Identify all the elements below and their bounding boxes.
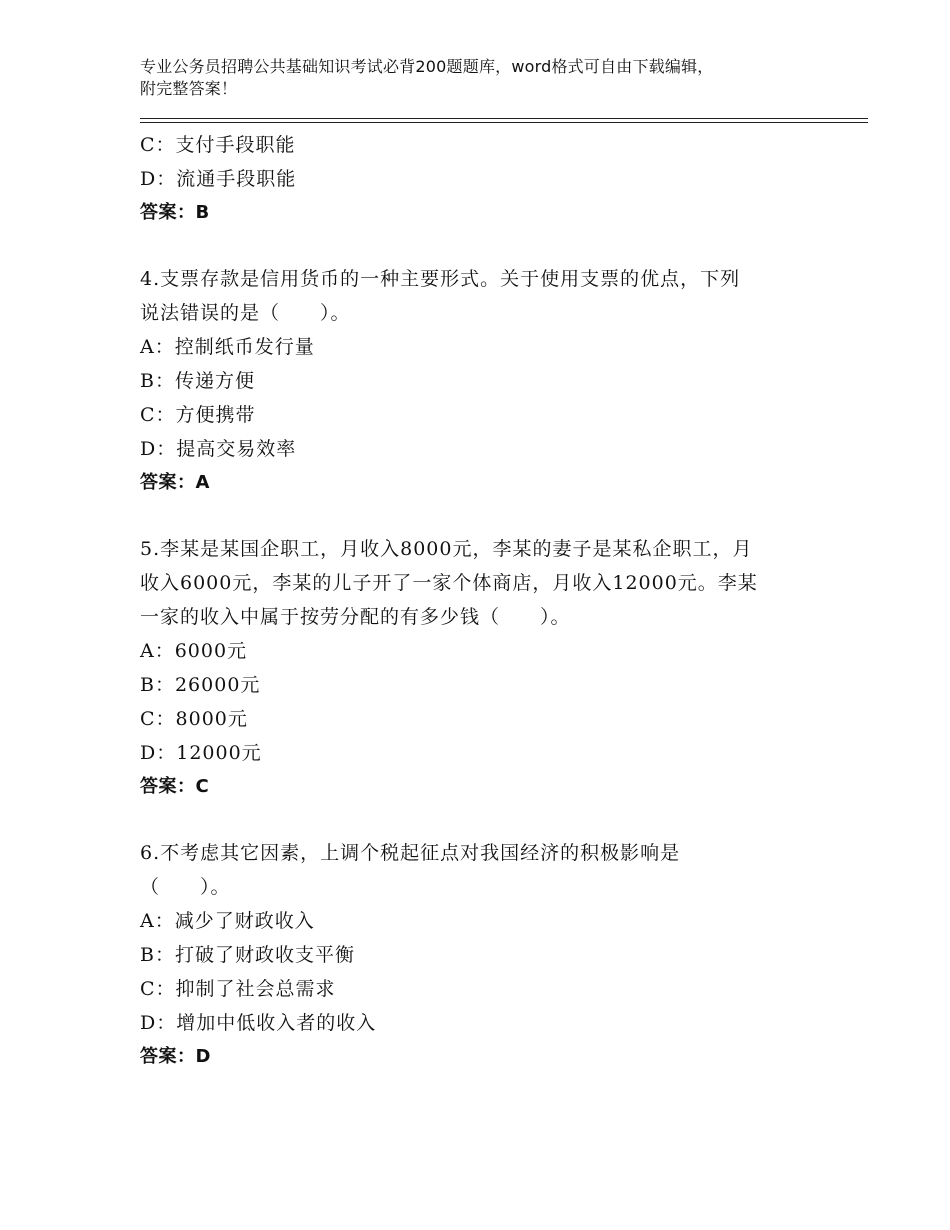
answer: 答案：B xyxy=(140,202,210,223)
question-stem-line: （ ）。 xyxy=(140,876,231,898)
answer: 答案：C xyxy=(140,776,210,797)
option-b: B：打破了财政收支平衡 xyxy=(140,944,355,966)
option-d: D：12000元 xyxy=(140,742,262,764)
question-stem-line: 收入6000元，李某的儿子开了一家个体商店，月收入12000元。李某 xyxy=(140,572,758,594)
option-b: B：26000元 xyxy=(140,674,261,696)
question-3-tail xyxy=(140,128,830,230)
question-5 xyxy=(140,532,830,804)
question-4 xyxy=(140,262,830,500)
answer: 答案：A xyxy=(140,472,210,493)
option-d: D：流通手段职能 xyxy=(140,168,297,190)
question-stem-line: 6.不考虑其它因素，上调个税起征点对我国经济的积极影响是 xyxy=(140,842,681,864)
answer: 答案：D xyxy=(140,1046,211,1067)
option-c: C：8000元 xyxy=(140,708,248,730)
header-line-1: 专业公务员招聘公共基础知识考试必背200题题库，word格式可自由下载编辑， xyxy=(140,57,714,76)
option-a: A：6000元 xyxy=(140,640,248,662)
option-d: D：提高交易效率 xyxy=(140,438,297,460)
header-line-2: 附完整答案！ xyxy=(140,79,238,98)
option-c: C：方便携带 xyxy=(140,404,256,426)
option-d: D：增加中低收入者的收入 xyxy=(140,1012,377,1034)
page-header xyxy=(140,56,860,100)
option-b: B：传递方便 xyxy=(140,370,255,392)
question-stem-line: 4.支票存款是信用货币的一种主要形式。关于使用支票的优点，下列 xyxy=(140,268,741,290)
question-6 xyxy=(140,836,830,1074)
option-c: C：支付手段职能 xyxy=(140,134,296,156)
header-divider xyxy=(140,118,868,123)
option-a: A：控制纸币发行量 xyxy=(140,336,315,358)
question-stem-line: 说法错误的是（ ）。 xyxy=(140,302,351,324)
option-c: C：抑制了社会总需求 xyxy=(140,978,336,1000)
question-stem-line: 5.李某是某国企职工，月收入8000元，李某的妻子是某私企职工，月 xyxy=(140,538,753,560)
question-stem-line: 一家的收入中属于按劳分配的有多少钱（ ）。 xyxy=(140,606,571,628)
option-a: A：减少了财政收入 xyxy=(140,910,315,932)
document-body xyxy=(140,128,830,1074)
